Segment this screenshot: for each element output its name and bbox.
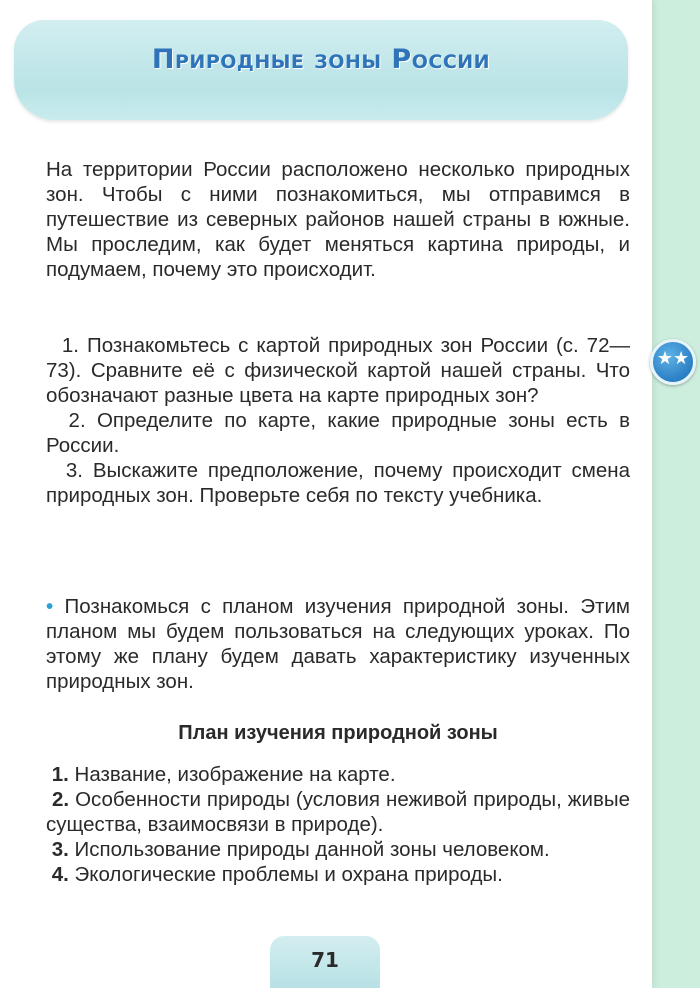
task-item [46, 333, 630, 408]
plan-text: Название, изображение на карте. [74, 763, 396, 786]
plan-item [46, 837, 630, 862]
plan-number: 3. [51, 838, 69, 861]
stars-icon [650, 339, 696, 385]
plan-number: 1. [51, 763, 69, 786]
intro-paragraph: На территории России расположено несколько природных зон. Чтобы с ними познакомиться, мы отправимся в путешествие из северных районов нашей страны в южные. Мы проследим, как будет меняться картина природы, и подумаем, почему это происходит. [46, 158, 630, 281]
page-number: 71 [311, 948, 339, 972]
page-number-tab [270, 936, 380, 988]
task-text: Определите по карте, какие природные зоны есть в России. [46, 409, 630, 457]
plan-number: 4. [51, 863, 69, 886]
plan-item [46, 762, 630, 787]
task-number: 2. [68, 409, 86, 432]
task-text: Выскажите предположение, почему происходит смена природных зон. Проверьте себя по тексту учебника. [46, 459, 630, 507]
plan-text: Особенности природы (условия неживой природы, живые существа, взаимосвязи в природе). [46, 788, 631, 836]
task-number: 1. [61, 334, 79, 357]
bullet-text: Познакомься с планом изучения природной зоны. Этим планом мы будем пользоваться на следующих уроках. По этому же плану будем давать характеристику изученных природных зон. [46, 595, 630, 693]
plan-item [46, 862, 630, 887]
stars-glyph: ★★ [656, 348, 690, 368]
task-number: 3. [65, 459, 83, 482]
title-banner [14, 20, 628, 120]
plan-item [46, 787, 630, 837]
task-list [46, 333, 630, 508]
plan-text: Экологические проблемы и охрана природы. [74, 863, 503, 886]
plan-text: Использование природы данной зоны человеком. [74, 838, 550, 861]
plan-number: 2. [51, 788, 70, 811]
plan-heading: План изучения природной зоны [178, 722, 498, 744]
bullet-marker: • [46, 595, 54, 618]
task-item [46, 458, 630, 508]
bullet-paragraph [46, 594, 630, 694]
task-text: Познакомьтесь с картой природных зон России (с. 72—73). Сравните её с физической картой нашей страны. Что обозначают разные цвета на карте природных зон? [46, 334, 630, 407]
task-item [46, 408, 630, 458]
plan-list [46, 762, 630, 887]
page-title: Природные зоны России [151, 44, 491, 75]
